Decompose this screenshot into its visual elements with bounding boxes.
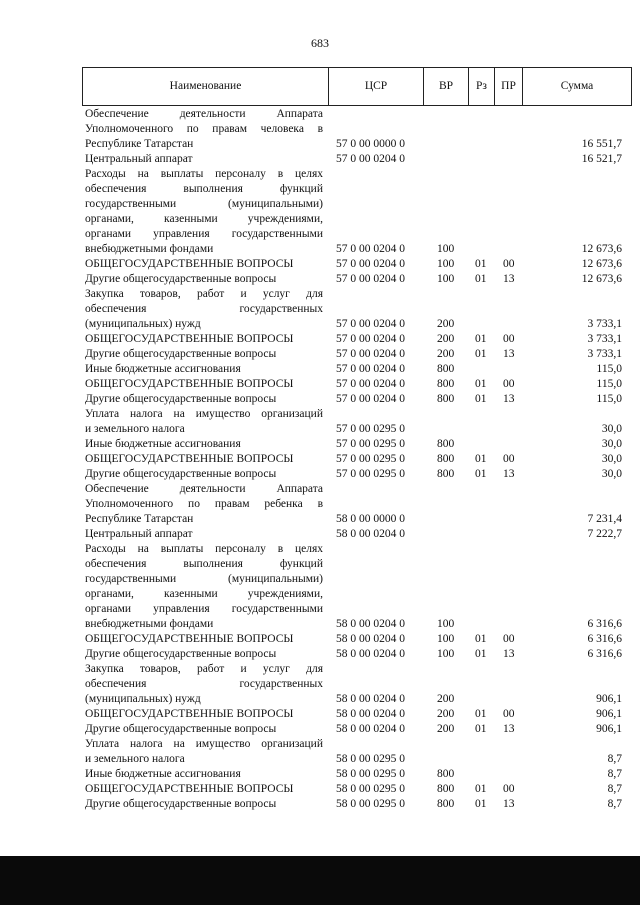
cell-csr: 57 0 00 0000 0	[336, 138, 405, 150]
cell-sum: 30,0	[601, 438, 622, 450]
table-row	[0, 392, 640, 407]
table-row	[0, 437, 640, 452]
cell-sum: 30,0	[601, 423, 622, 435]
cell-sum: 30,0	[601, 453, 622, 465]
row-name-line: органами управления государственными	[85, 603, 323, 615]
row-name-line: Другие общегосударственные вопросы	[85, 348, 277, 360]
row-name	[85, 542, 323, 632]
cell-vr: 200	[437, 348, 455, 360]
cell-vr: 800	[437, 768, 455, 780]
cell-csr: 57 0 00 0295 0	[336, 438, 405, 450]
cell-csr: 57 0 00 0295 0	[336, 468, 405, 480]
row-name	[85, 647, 323, 662]
cell-rz: 01	[475, 708, 487, 720]
cell-pr: 00	[503, 783, 515, 795]
row-name-line: обеспечения выполнения функций	[85, 558, 323, 570]
row-name-line: обеспечения государственных	[85, 678, 323, 690]
cell-csr: 58 0 00 0204 0	[336, 648, 405, 660]
row-name-line: государственными (муниципальными)	[85, 198, 323, 210]
cell-csr: 58 0 00 0295 0	[336, 753, 405, 765]
cell-csr: 57 0 00 0204 0	[336, 243, 405, 255]
cell-vr: 100	[437, 648, 455, 660]
table-header	[82, 67, 632, 106]
table-row	[0, 542, 640, 632]
cell-sum: 30,0	[601, 468, 622, 480]
cell-sum: 906,1	[596, 723, 622, 735]
cell-vr: 100	[437, 258, 455, 270]
row-name-line: Другие общегосударственные вопросы	[85, 393, 277, 405]
cell-sum: 115,0	[596, 393, 622, 405]
table-row	[0, 662, 640, 707]
cell-sum: 3 733,1	[587, 348, 622, 360]
cell-sum: 906,1	[596, 693, 622, 705]
header-pr: ПР	[495, 68, 523, 105]
table-row	[0, 797, 640, 812]
row-name-line: Иные бюджетные ассигнования	[85, 363, 241, 375]
cell-sum: 115,0	[596, 363, 622, 375]
row-name	[85, 707, 323, 722]
cell-pr: 13	[503, 393, 515, 405]
row-name-line: (муниципальных) нужд	[85, 318, 201, 330]
cell-csr: 58 0 00 0000 0	[336, 513, 405, 525]
row-name-line: Республике Татарстан	[85, 513, 194, 525]
cell-pr: 00	[503, 378, 515, 390]
table-row	[0, 272, 640, 287]
cell-rz: 01	[475, 393, 487, 405]
cell-vr: 200	[437, 693, 455, 705]
cell-sum: 16 551,7	[581, 138, 622, 150]
cell-vr: 200	[437, 333, 455, 345]
cell-csr: 57 0 00 0295 0	[336, 423, 405, 435]
cell-vr: 200	[437, 318, 455, 330]
row-name-line: ОБЩЕГОСУДАРСТВЕННЫЕ ВОПРОСЫ	[85, 258, 294, 270]
row-name-line: ОБЩЕГОСУДАРСТВЕННЫЕ ВОПРОСЫ	[85, 333, 294, 345]
cell-vr: 800	[437, 363, 455, 375]
cell-rz: 01	[475, 348, 487, 360]
cell-sum: 16 521,7	[581, 153, 622, 165]
row-name-line: Уплата налога на имущество организаций	[85, 738, 323, 750]
row-name-line: Расходы на выплаты персоналу в целях	[85, 168, 323, 180]
table-row	[0, 377, 640, 392]
cell-sum: 6 316,6	[587, 633, 622, 645]
row-name	[85, 152, 323, 167]
cell-rz: 01	[475, 378, 487, 390]
row-name	[85, 632, 323, 647]
header-name: Наименование	[83, 68, 329, 105]
row-name	[85, 332, 323, 347]
row-name-line: ОБЩЕГОСУДАРСТВЕННЫЕ ВОПРОСЫ	[85, 633, 294, 645]
table-row	[0, 332, 640, 347]
cell-csr: 58 0 00 0204 0	[336, 693, 405, 705]
cell-csr: 58 0 00 0204 0	[336, 528, 405, 540]
cell-sum: 8,7	[607, 768, 622, 780]
header-vr: ВР	[424, 68, 469, 105]
cell-csr: 57 0 00 0204 0	[336, 153, 405, 165]
row-name-line: органами, казенными учреждениями,	[85, 213, 323, 225]
cell-csr: 57 0 00 0204 0	[336, 348, 405, 360]
cell-rz: 01	[475, 633, 487, 645]
row-name-line: обеспечения государственных	[85, 303, 323, 315]
cell-sum: 6 316,6	[587, 618, 622, 630]
scan-edge	[0, 856, 640, 905]
row-name-line: и земельного налога	[85, 423, 185, 435]
cell-sum: 12 673,6	[581, 273, 622, 285]
row-name-line: Другие общегосударственные вопросы	[85, 273, 277, 285]
row-name	[85, 782, 323, 797]
row-name-line: Центральный аппарат	[85, 528, 193, 540]
row-name-line: внебюджетными фондами	[85, 618, 214, 630]
table-row	[0, 257, 640, 272]
table-row	[0, 527, 640, 542]
cell-pr: 13	[503, 273, 515, 285]
table-row	[0, 287, 640, 332]
header-rz: Рз	[469, 68, 495, 105]
row-name-line: Республике Татарстан	[85, 138, 194, 150]
table-row	[0, 347, 640, 362]
cell-csr: 58 0 00 0295 0	[336, 783, 405, 795]
cell-csr: 58 0 00 0295 0	[336, 768, 405, 780]
row-name-line: внебюджетными фондами	[85, 243, 214, 255]
row-name-line: Расходы на выплаты персоналу в целях	[85, 543, 323, 555]
row-name-line: Уполномоченного по правам человека в	[85, 123, 323, 135]
table-row	[0, 107, 640, 152]
cell-pr: 13	[503, 468, 515, 480]
cell-pr: 13	[503, 723, 515, 735]
table-row	[0, 707, 640, 722]
table-row	[0, 482, 640, 527]
row-name	[85, 437, 323, 452]
cell-sum: 7 222,7	[587, 528, 622, 540]
row-name-line: Центральный аппарат	[85, 153, 193, 165]
row-name	[85, 482, 323, 527]
cell-csr: 58 0 00 0204 0	[336, 633, 405, 645]
row-name	[85, 797, 323, 812]
cell-rz: 01	[475, 453, 487, 465]
cell-pr: 00	[503, 333, 515, 345]
header-csr: ЦСР	[329, 68, 424, 105]
table-row	[0, 152, 640, 167]
cell-rz: 01	[475, 468, 487, 480]
cell-vr: 800	[437, 798, 455, 810]
table-row	[0, 722, 640, 737]
row-name	[85, 527, 323, 542]
cell-vr: 200	[437, 708, 455, 720]
cell-rz: 01	[475, 783, 487, 795]
cell-sum: 8,7	[607, 753, 622, 765]
row-name-line: ОБЩЕГОСУДАРСТВЕННЫЕ ВОПРОСЫ	[85, 453, 294, 465]
row-name	[85, 272, 323, 287]
cell-csr: 57 0 00 0204 0	[336, 363, 405, 375]
cell-csr: 57 0 00 0204 0	[336, 378, 405, 390]
table-body	[0, 107, 640, 812]
row-name-line: Другие общегосударственные вопросы	[85, 648, 277, 660]
cell-rz: 01	[475, 723, 487, 735]
cell-sum: 3 733,1	[587, 318, 622, 330]
cell-csr: 58 0 00 0204 0	[336, 708, 405, 720]
table-row	[0, 167, 640, 257]
cell-vr: 800	[437, 393, 455, 405]
cell-sum: 115,0	[596, 378, 622, 390]
cell-vr: 800	[437, 438, 455, 450]
cell-rz: 01	[475, 648, 487, 660]
cell-vr: 100	[437, 243, 455, 255]
row-name-line: Другие общегосударственные вопросы	[85, 723, 277, 735]
table-row	[0, 782, 640, 797]
cell-csr: 57 0 00 0204 0	[336, 318, 405, 330]
cell-vr: 800	[437, 783, 455, 795]
cell-pr: 00	[503, 258, 515, 270]
row-name	[85, 347, 323, 362]
cell-sum: 7 231,4	[587, 513, 622, 525]
cell-csr: 57 0 00 0204 0	[336, 258, 405, 270]
row-name	[85, 167, 323, 257]
cell-csr: 58 0 00 0204 0	[336, 723, 405, 735]
cell-sum: 8,7	[607, 783, 622, 795]
cell-pr: 13	[503, 348, 515, 360]
row-name	[85, 467, 323, 482]
cell-csr: 57 0 00 0295 0	[336, 453, 405, 465]
table-row	[0, 467, 640, 482]
cell-csr: 57 0 00 0204 0	[336, 333, 405, 345]
cell-vr: 800	[437, 468, 455, 480]
cell-sum: 12 673,6	[581, 243, 622, 255]
row-name-line: ОБЩЕГОСУДАРСТВЕННЫЕ ВОПРОСЫ	[85, 378, 294, 390]
row-name-line: и земельного налога	[85, 753, 185, 765]
row-name	[85, 257, 323, 272]
cell-pr: 00	[503, 708, 515, 720]
row-name	[85, 362, 323, 377]
row-name	[85, 737, 323, 767]
table-row	[0, 767, 640, 782]
row-name-line: Другие общегосударственные вопросы	[85, 798, 277, 810]
cell-pr: 00	[503, 453, 515, 465]
row-name	[85, 662, 323, 707]
cell-vr: 800	[437, 378, 455, 390]
table-row	[0, 452, 640, 467]
row-name-line: Закупка товаров, работ и услуг для	[85, 663, 323, 675]
cell-rz: 01	[475, 333, 487, 345]
row-name-line: Обеспечение деятельности Аппарата	[85, 108, 323, 120]
cell-rz: 01	[475, 798, 487, 810]
cell-csr: 57 0 00 0204 0	[336, 393, 405, 405]
row-name	[85, 107, 323, 152]
row-name	[85, 722, 323, 737]
row-name-line: органами управления государственными	[85, 228, 323, 240]
row-name-line: Обеспечение деятельности Аппарата	[85, 483, 323, 495]
cell-rz: 01	[475, 273, 487, 285]
row-name-line: Иные бюджетные ассигнования	[85, 768, 241, 780]
row-name-line: Иные бюджетные ассигнования	[85, 438, 241, 450]
row-name-line: Уплата налога на имущество организаций	[85, 408, 323, 420]
header-sum: Сумма	[560, 80, 594, 92]
cell-csr: 58 0 00 0295 0	[336, 798, 405, 810]
cell-sum: 906,1	[596, 708, 622, 720]
cell-sum: 12 673,6	[581, 258, 622, 270]
row-name	[85, 407, 323, 437]
cell-csr: 58 0 00 0204 0	[336, 618, 405, 630]
cell-vr: 100	[437, 633, 455, 645]
table-row	[0, 632, 640, 647]
cell-sum: 6 316,6	[587, 648, 622, 660]
row-name	[85, 287, 323, 332]
row-name-line: Уполномоченного по правам ребенка в	[85, 498, 323, 510]
page-number: 683	[311, 36, 329, 50]
row-name-line: Другие общегосударственные вопросы	[85, 468, 277, 480]
cell-sum: 3 733,1	[587, 333, 622, 345]
row-name	[85, 767, 323, 782]
table-row	[0, 362, 640, 377]
table-row	[0, 407, 640, 437]
cell-vr: 100	[437, 273, 455, 285]
row-name-line: ОБЩЕГОСУДАРСТВЕННЫЕ ВОПРОСЫ	[85, 708, 294, 720]
row-name	[85, 377, 323, 392]
table-row	[0, 647, 640, 662]
row-name	[85, 392, 323, 407]
row-name-line: (муниципальных) нужд	[85, 693, 201, 705]
row-name-line: ОБЩЕГОСУДАРСТВЕННЫЕ ВОПРОСЫ	[85, 783, 294, 795]
cell-pr: 13	[503, 648, 515, 660]
row-name-line: органами, казенными учреждениями,	[85, 588, 323, 600]
row-name-line: обеспечения выполнения функций	[85, 183, 323, 195]
row-name	[85, 452, 323, 467]
cell-pr: 13	[503, 798, 515, 810]
cell-vr: 200	[437, 723, 455, 735]
cell-pr: 00	[503, 633, 515, 645]
cell-csr: 57 0 00 0204 0	[336, 273, 405, 285]
row-name-line: Закупка товаров, работ и услуг для	[85, 288, 323, 300]
table-row	[0, 737, 640, 767]
cell-sum: 8,7	[607, 798, 622, 810]
cell-vr: 100	[437, 618, 455, 630]
cell-vr: 800	[437, 453, 455, 465]
cell-rz: 01	[475, 258, 487, 270]
row-name-line: государственными (муниципальными)	[85, 573, 323, 585]
